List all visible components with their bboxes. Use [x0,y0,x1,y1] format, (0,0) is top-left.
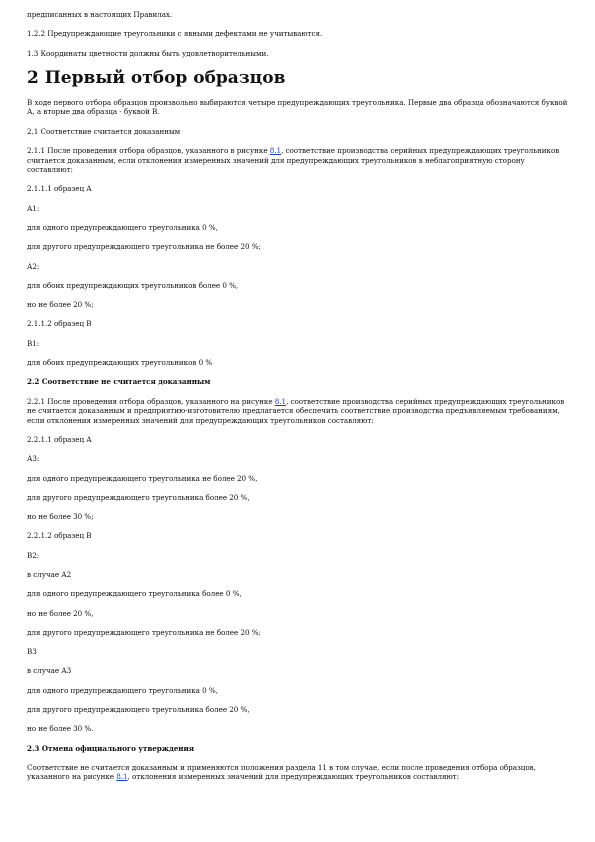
body-paragraph [27,763,572,782]
body-paragraph: для другого предупреждающего треугольника не более 20 %; [27,242,261,252]
body-paragraph [27,397,572,426]
body-paragraph: но не более 20 %, [27,608,94,618]
body-paragraph: А3: [27,454,40,464]
paragraph-text: 2.2.1 После проведения отбора образцов, указанного на рисунке [27,396,275,406]
body-paragraph: для обоих предупреждающих треугольников более 0 %, [27,280,239,290]
paragraph-text: Соответствие не считается доказанным и применяются положения раздела 11 в том случае, если после проведения отбора образцов, указанного на рисунке [27,762,536,782]
body-paragraph: в случае А3 [27,666,72,676]
body-paragraph: А1: [27,203,40,213]
body-paragraph: но не более 30 %; [27,512,94,522]
figure-reference-link[interactable]: 8.1 [116,772,128,782]
intro-paragraph: 1.3 Координаты цветности должны быть удовлетворительными. [27,48,269,58]
body-paragraph: для одного предупреждающего треугольника не более 20 %, [27,473,258,483]
body-paragraph: 2.1.1.1 образец А [27,184,92,194]
body-paragraph: В ходе первого отбора образцов произвольно выбираются четыре предупреждающих треугольника. Первые два образца обозначаются буквой А, а вторые два образца - буквой В. [27,97,568,117]
paragraph-text: , соответствие производства серийных предупреждающих треугольников не считается доказанным и предприятию-изготовителю предлагается обеспечить соответствие производства предъявляемым требованиям, если отклонения измеренных значений для предупреждающих треугольников составляют: [27,396,565,425]
section-body [27,98,572,782]
document-page [27,10,572,792]
body-paragraph [27,146,572,175]
body-paragraph: для одного предупреждающего треугольника 0 %, [27,223,218,233]
body-paragraph: 2.2.1.1 образец А [27,435,92,445]
body-paragraph: 2.1.1.2 образец В [27,319,92,329]
body-paragraph: В3 [27,647,37,657]
body-paragraph: для другого предупреждающего треугольника более 20 %, [27,492,250,502]
intro-paragraph: 1.2.2 Предупреждающие треугольники с явными дефектами не учитываются. [27,29,323,39]
paragraph-text: , соответствие производства серийных предупреждающих треугольников считается доказанным, если отклонения измеренных значений для предупреждающих треугольников в неблагоприятную сторону составляют: [27,146,560,175]
body-paragraph: для одного предупреждающего треугольника более 0 %, [27,589,242,599]
body-paragraph: но не более 20 %; [27,300,94,310]
body-paragraph: А2: [27,261,40,271]
intro-paragraph: предписанных в настоящих Правилах. [27,10,173,19]
figure-reference-link[interactable]: 8.1 [269,146,282,155]
body-paragraph: В1: [27,338,40,348]
paragraph-text: 2.1.1 После проведения отбора образцов, указанного в рисунке [27,146,270,155]
paragraph-text: , отклонения измеренных значений для предупреждающих треугольников составляют: [127,772,459,782]
subsection-heading: 2.2 Соответствие не считается доказанным [27,377,211,387]
body-paragraph: для другого предупреждающего треугольника более 20 %, [27,704,250,714]
body-paragraph: 2.2.1.2 образец В [27,531,92,541]
section-heading: 2 Первый отбор образцов [27,67,286,88]
body-paragraph: 2.1 Соответствие считается доказанным [27,126,181,136]
body-paragraph: для одного предупреждающего треугольника 0 %, [27,685,218,695]
subsection-heading: 2.3 Отмена официального утверждения [27,743,194,753]
body-paragraph: для другого предупреждающего треугольника не более 20 %; [27,627,261,637]
body-paragraph: В2: [27,550,40,560]
body-paragraph: в случае А2 [27,570,72,579]
body-paragraph: для обоих предупреждающих треугольников 0 % [27,358,213,367]
figure-reference-link[interactable]: 8.1 [274,396,287,406]
body-paragraph: но не более 30 %. [27,724,94,734]
